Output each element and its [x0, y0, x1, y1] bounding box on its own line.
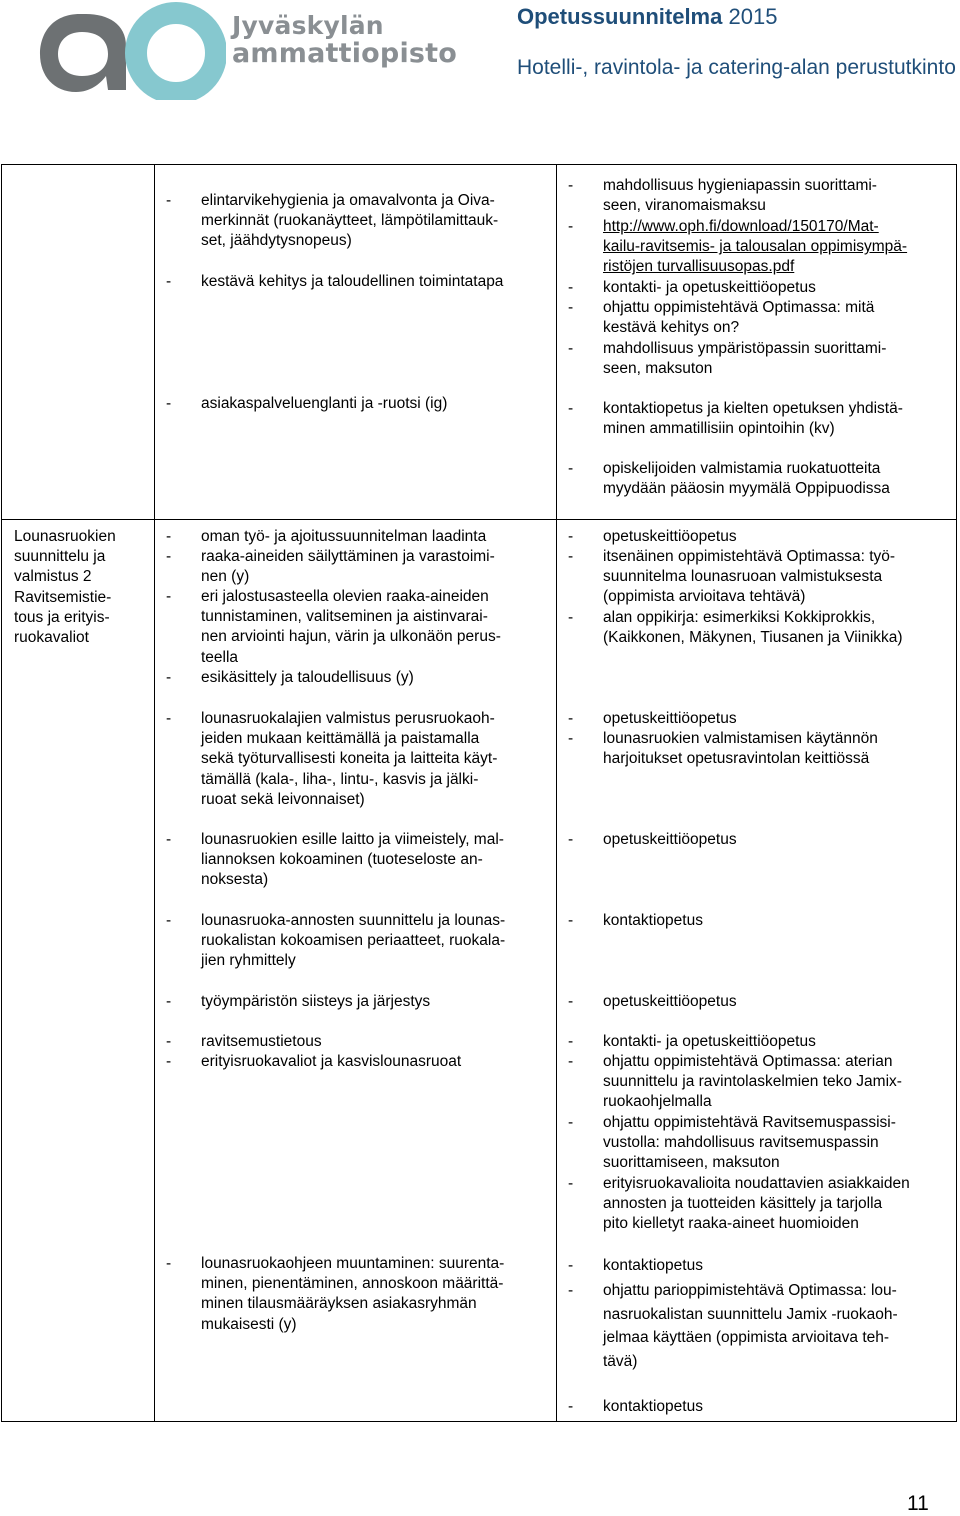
bullet-item: - ohjattu oppimistehtävä Ravitsemuspassisi- vustolla: mahdollisuus ravitsemuspassin suorittamiseen, maksuton — [568, 1113, 953, 1174]
bullet-item: - lounasruokaohjeen muuntaminen: suurenta- minen, pienentäminen, annoskoon määrittä- minen tilausmääräyksen asiakasryhmän mukaisesti (y) — [166, 1254, 551, 1335]
bullet-item: - opetuskeittiöopetus — [568, 527, 953, 547]
bullet-item: - erityisruokavalioita noudattavien asiakkaiden annosten ja tuotteiden käsittely ja tarjolla pito kielletyt raaka-aineet huomioiden — [568, 1174, 953, 1235]
curriculum-table — [1, 164, 957, 1422]
bullet-item: - opiskelijoiden valmistamia ruokatuotteita myydään pääosin myymälä Oppipuodissa — [568, 459, 953, 499]
column-divider-2 — [556, 165, 557, 1421]
bullet-item: - kontaktiopetus — [568, 1397, 953, 1417]
bullet-item: - ohjattu oppimistehtävä Optimassa: mitä kestävä kehitys on? — [568, 298, 953, 338]
bullet-item: - opetuskeittiöopetus — [568, 709, 953, 729]
bullet-item: - ohjattu oppimistehtävä Optimassa: aterian suunnittelu ja ravintolaskelmien teko Jamix- ruokaohjelmalla — [568, 1052, 953, 1113]
row-divider — [2, 519, 956, 520]
logo-letter-o — [136, 13, 216, 93]
bullet-item: - kontaktiopetus — [568, 1256, 953, 1276]
study-unit-title: Lounasruokien suunnittelu ja valmistus 2 Ravitsemistie- tous ja erityis- ruokavaliot — [14, 528, 116, 647]
bullet-item: - asiakaspalveluenglanti ja -ruotsi (ig) — [166, 394, 551, 414]
bullet-item: - kestävä kehitys ja taloudellinen toimintatapa — [166, 272, 551, 292]
page-number: 11 — [907, 1492, 929, 1515]
bullet-item: - ohjattu parioppimistehtävä Optimassa: lou- nasruokalistan suunnittelu Jamix -ruokaoh- jelmaa käyttäen (oppimista arvioitava teh- tävä) — [568, 1279, 953, 1373]
bullet-item: - raaka-aineiden säilyttäminen ja varastoimi- nen (y) — [166, 547, 551, 587]
bullet-item: - opetuskeittiöopetus — [568, 992, 953, 1012]
bullet-item: - kontakti- ja opetuskeittiöopetus — [568, 1032, 953, 1052]
document-header — [517, 4, 957, 81]
bullet-item: - kontakti- ja opetuskeittiöopetus — [568, 278, 953, 298]
ao-logo-mark — [36, 0, 226, 100]
bullet-item: - työympäristön siisteys ja järjestys — [166, 992, 551, 1012]
bullet-item: - esikäsittely ja taloudellisuus (y) — [166, 668, 551, 688]
bullet-item: - kontaktiopetus — [568, 911, 953, 931]
logo-wordmark — [232, 12, 457, 68]
logo-line-1: Jyväskylän — [232, 11, 384, 40]
bullet-item: - ravitsemustietous — [166, 1032, 551, 1052]
bullet-item: - itsenäinen oppimistehtävä Optimassa: työ- suunnitelma lounasruoan valmistuksesta (oppimista arvioitava tehtävä) — [568, 547, 953, 608]
bullet-item: - elintarvikehygienia ja omavalvonta ja Oiva- merkinnät (ruokanäytteet, lämpötilamittauk- set, jäähdytysnopeus) — [166, 191, 551, 252]
document-year: 2015 — [728, 4, 778, 29]
bullet-item: - oman työ- ja ajoitussuunnitelman laadinta — [166, 527, 551, 547]
bullet-item: - lounasruoka-annosten suunnittelu ja lounas- ruokalistan kokoamisen periaatteet, ruokala- jien ryhmittely — [166, 911, 551, 972]
bullet-item: - lounasruokalajien valmistus perusruokaoh- jeiden mukaan keittämällä ja paistamalla sekä työturvallisesti koneita ja laitteita käyt- tämällä (kala-, liha-, lintu-, kasvis ja jälki- ruoat sekä leivonnaiset) — [166, 709, 551, 810]
bullet-item: - eri jalostusasteella olevien raaka-aineiden tunnistaminen, valitseminen ja aistinvarai- nen arviointi hajun, värin ja ulkonäön perus- teella — [166, 587, 551, 668]
bullet-item: - opetuskeittiöopetus — [568, 830, 953, 850]
bullet-item: - lounasruokien esille laitto ja viimeistely, mal- liannoksen kokoaminen (tuoteseloste an- noksesta) — [166, 830, 551, 891]
bullet-item: - erityisruokavaliot ja kasvislounasruoat — [166, 1052, 551, 1072]
column-divider-1 — [154, 165, 155, 1421]
document-subtitle: Hotelli-, ravintola- ja catering-alan perustutkinto — [517, 56, 956, 79]
logo-letter-a — [40, 14, 126, 92]
bullet-item: - mahdollisuus ympäristöpassin suorittami- seen, maksuton — [568, 339, 953, 379]
logo-line-2: ammattiopisto — [232, 38, 458, 69]
bullet-item: - mahdollisuus hygieniapassin suorittami- seen, viranomaismaksu — [568, 176, 953, 216]
document-title: Opetussuunnitelma 2015 — [517, 4, 778, 29]
bullet-item: - alan oppikirja: esimerkiksi Kokkiprokkis, (Kaikkonen, Mäkynen, Tiusanen ja Viinikka) — [568, 608, 953, 648]
resource-link[interactable]: - http://www.oph.fi/download/150170/Mat- kailu-ravitsemis- ja talousalan oppimisympä- ristöjen turvallisuusopas.pdf — [568, 217, 953, 278]
institution-logo — [36, 0, 458, 100]
bullet-item: - lounasruokien valmistamisen käytännön harjoitukset opetusravintolan keittiössä — [568, 729, 953, 769]
bullet-item: - kontaktiopetus ja kielten opetuksen yhdistä- minen ammatillisiin opintoihin (kv) — [568, 399, 953, 439]
